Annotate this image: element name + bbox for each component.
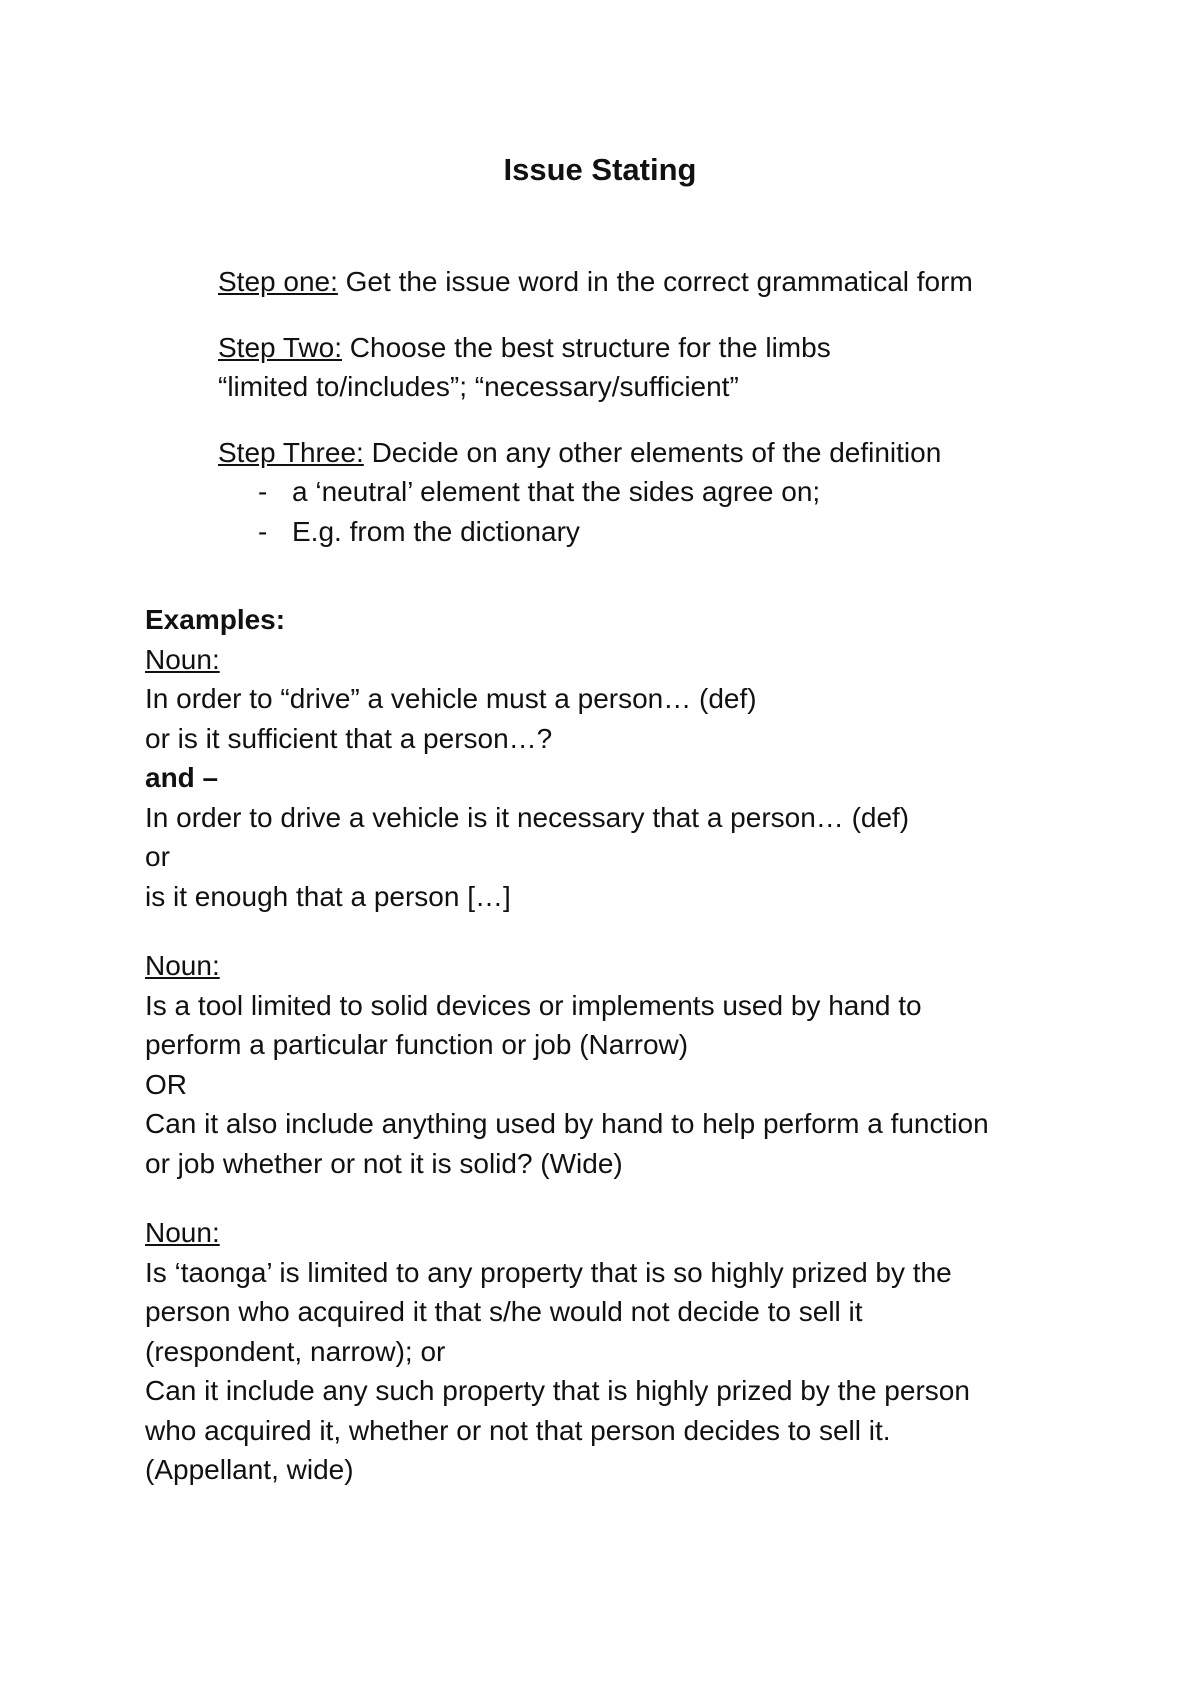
example-3-line: Can it include any such property that is highly prized by the person	[145, 1375, 970, 1406]
example-3-line: who acquired it, whether or not that person decides to sell it.	[145, 1414, 891, 1446]
example-1-line: or	[145, 841, 170, 872]
example-2-line: Can it also include anything used by hand to help perform a function	[145, 1108, 989, 1139]
bullet-text: a ‘neutral’ element that the sides agree on;	[292, 476, 821, 507]
examples-section	[145, 600, 1105, 1490]
example-2-line: or job whether or not it is solid? (Wide)	[145, 1147, 623, 1179]
examples-heading: Examples:	[145, 604, 286, 635]
step-one-label: Step one:	[218, 266, 338, 297]
example-2-line: Is a tool limited to solid devices or implements used by hand to	[145, 989, 922, 1021]
page-title: Issue Stating	[503, 152, 697, 187]
example-3-line: person who acquired it that s/he would not decide to sell it	[145, 1296, 863, 1327]
steps-section	[218, 262, 1118, 551]
example-1-line: In order to drive a vehicle is it necessary that a person… (def)	[145, 801, 910, 833]
example-1-label: Noun:	[145, 643, 220, 675]
step-two-label: Step Two:	[218, 331, 343, 363]
example-1-line: is it enough that a person […]	[145, 880, 511, 912]
bullet-dash: -	[258, 515, 268, 547]
spacer	[145, 1183, 1105, 1213]
example-3-label: Noun:	[145, 1217, 220, 1248]
step-three-text: Decide on any other elements of the definition	[363, 436, 942, 468]
example-3-line: (respondent, narrow); or	[145, 1335, 446, 1367]
list-item	[258, 472, 1118, 512]
bullet-text: E.g. from the dictionary	[292, 515, 580, 547]
example-2-label: Noun:	[145, 950, 220, 981]
spacer	[145, 916, 1105, 946]
example-2-line: OR	[145, 1068, 187, 1100]
step-two-options: “limited to/includes”; “necessary/sufficient”	[218, 371, 739, 402]
example-2-line: perform a particular function or job (Narrow)	[145, 1029, 689, 1060]
step-two	[218, 328, 1118, 407]
step-three-bullets	[218, 472, 1118, 551]
step-three	[218, 433, 1118, 552]
example-1-line: In order to “drive” a vehicle must a person… (def)	[145, 683, 757, 714]
example-1-line: or is it sufficient that a person…?	[145, 722, 553, 754]
example-1-and: and –	[145, 762, 219, 793]
step-three-label: Step Three:	[218, 436, 364, 468]
step-one-text: Get the issue word in the correct grammatical form	[337, 266, 973, 297]
step-one	[218, 262, 1118, 302]
list-item	[258, 512, 1118, 552]
example-3-line: (Appellant, wide)	[145, 1454, 354, 1485]
bullet-dash: -	[258, 476, 268, 507]
step-two-text: Choose the best structure for the limbs	[342, 331, 831, 363]
example-3-line: Is ‘taonga’ is limited to any property that is so highly prized by the	[145, 1256, 952, 1288]
